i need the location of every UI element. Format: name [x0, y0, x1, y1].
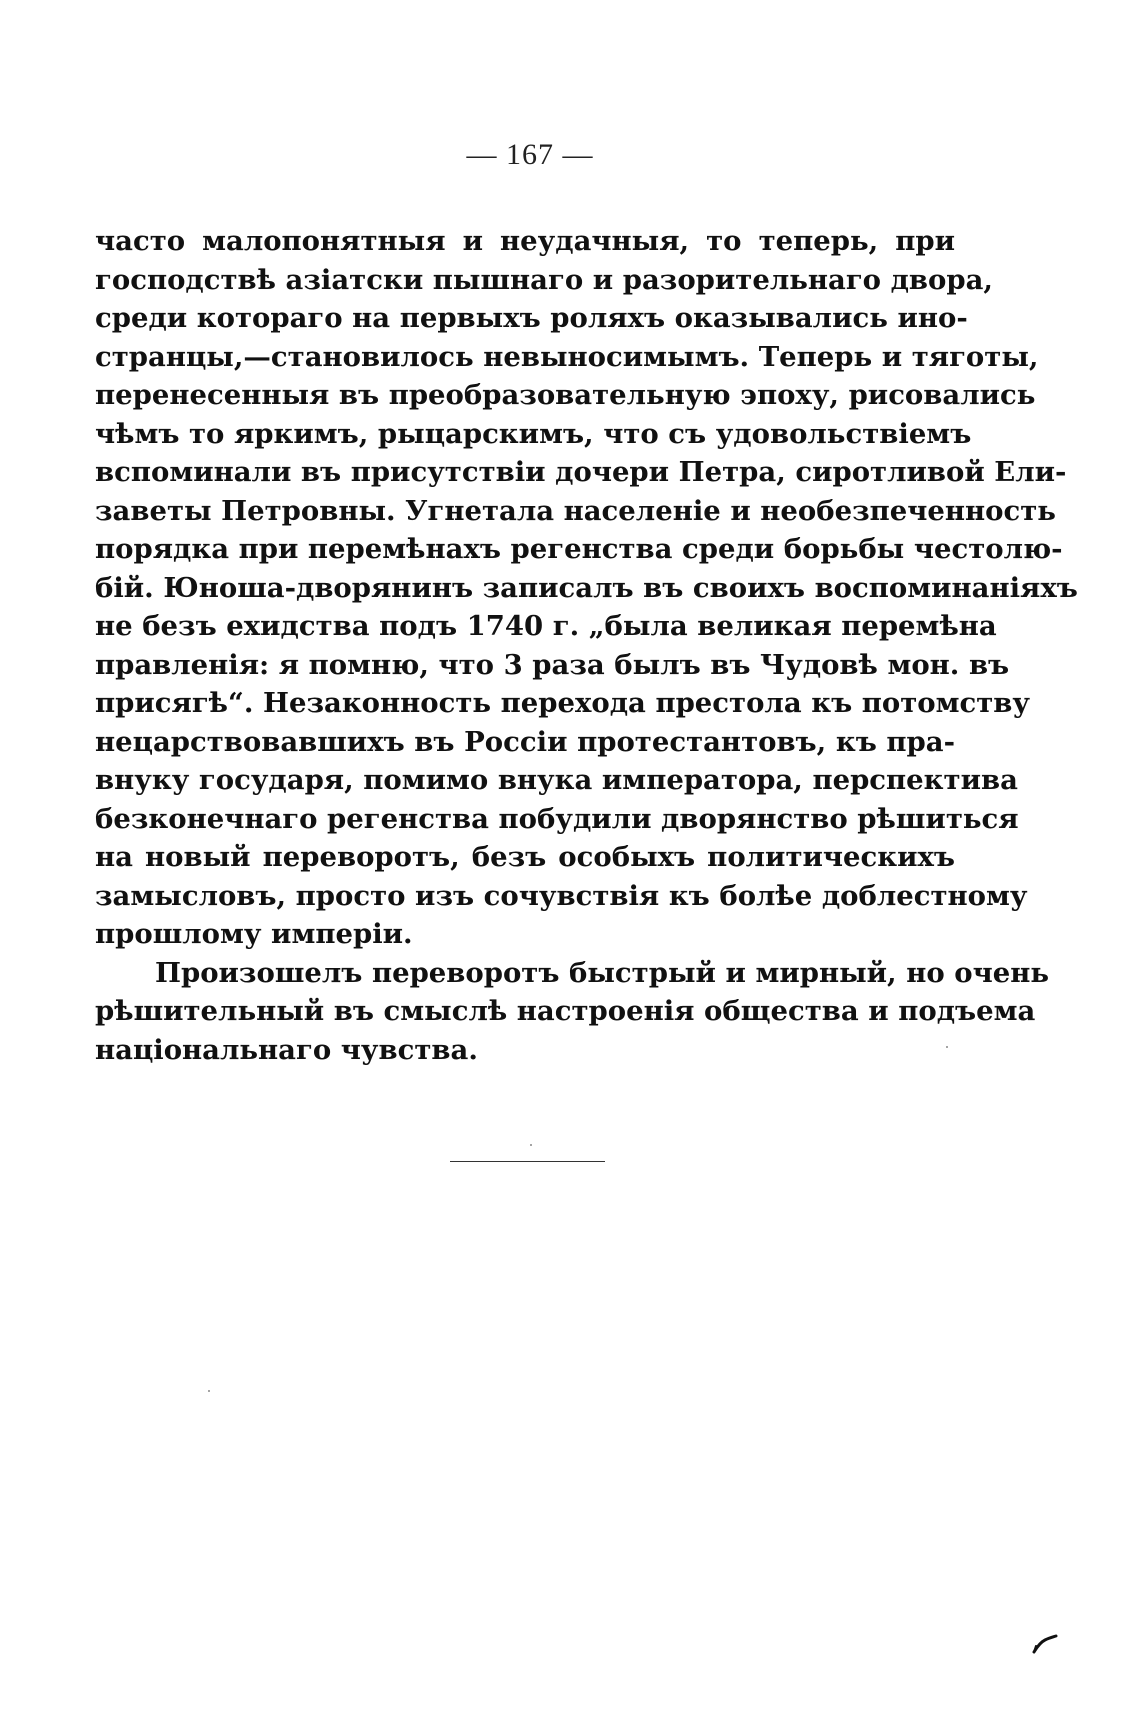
text-line: безконечнаго регенства побудили дворянство рѣшиться — [95, 802, 1019, 835]
paper-speck — [530, 1144, 532, 1146]
text-line: бій. Юноша-дворянинъ записалъ въ своихъ воспоминаніяхъ — [95, 571, 1078, 604]
paper-speck — [946, 1046, 948, 1048]
text-line: на новый переворотъ, безъ особыхъ политическихъ — [95, 841, 955, 873]
text-line: среди котораго на первыхъ роляхъ оказывались ино- — [95, 302, 968, 334]
text-line: перенесенныя въ преобразовательную эпоху, рисовались — [95, 379, 1036, 411]
text-line: правленія: я помню, что 3 раза былъ въ Чудовѣ мон. въ — [95, 648, 1010, 681]
body-text — [95, 222, 1078, 1069]
text-line: не безъ ехидства подъ 1740 г. „была великая перемѣна — [95, 610, 997, 642]
text-line: чѣмъ то яркимъ, рыцарскимъ, что съ удовольствіемъ — [95, 417, 972, 450]
text-line: часто малопонятныя и неудачныя, то теперь, при — [95, 225, 955, 257]
paragraph-end-line: прошлому имперіи. — [95, 918, 413, 950]
text-line: внуку государя, помимо внука императора, перспектива — [95, 764, 1018, 796]
text-line: господствѣ азіатски пышнаго и разорительнаго двора, — [95, 263, 993, 296]
pen-stroke-icon — [1030, 1632, 1060, 1656]
section-separator-rule — [450, 1161, 605, 1162]
text-line: странцы,—становилось невыносимымъ. Теперь и тяготы, — [95, 340, 1039, 373]
text-line: нецарствовавшихъ въ Россіи протестантовъ, къ пра- — [95, 725, 955, 758]
text-line: заветы Петровны. Угнетала населеніе и необезпеченность — [95, 494, 1056, 527]
text-line: присягѣ“. Незаконность перехода престола къ потомству — [95, 687, 1030, 719]
paper-speck — [208, 1390, 210, 1392]
text-line: вспоминали въ присутствіи дочери Петра, сиротливой Ели- — [95, 456, 1067, 488]
paragraph-start-line: Произошелъ переворотъ быстрый и мирный, но очень — [155, 956, 1050, 989]
paragraph-end-line: національнаго чувства. — [95, 1033, 478, 1066]
page-number: — 167 — — [466, 138, 594, 171]
text-line: порядка при перемѣнахъ регенства среди борьбы честолю- — [95, 533, 1063, 565]
text-line: замысловъ, просто изъ сочувствія къ болѣе доблестному — [95, 879, 1028, 912]
text-line: рѣшительный въ смыслѣ настроенія общества и подъема — [95, 995, 1036, 1027]
